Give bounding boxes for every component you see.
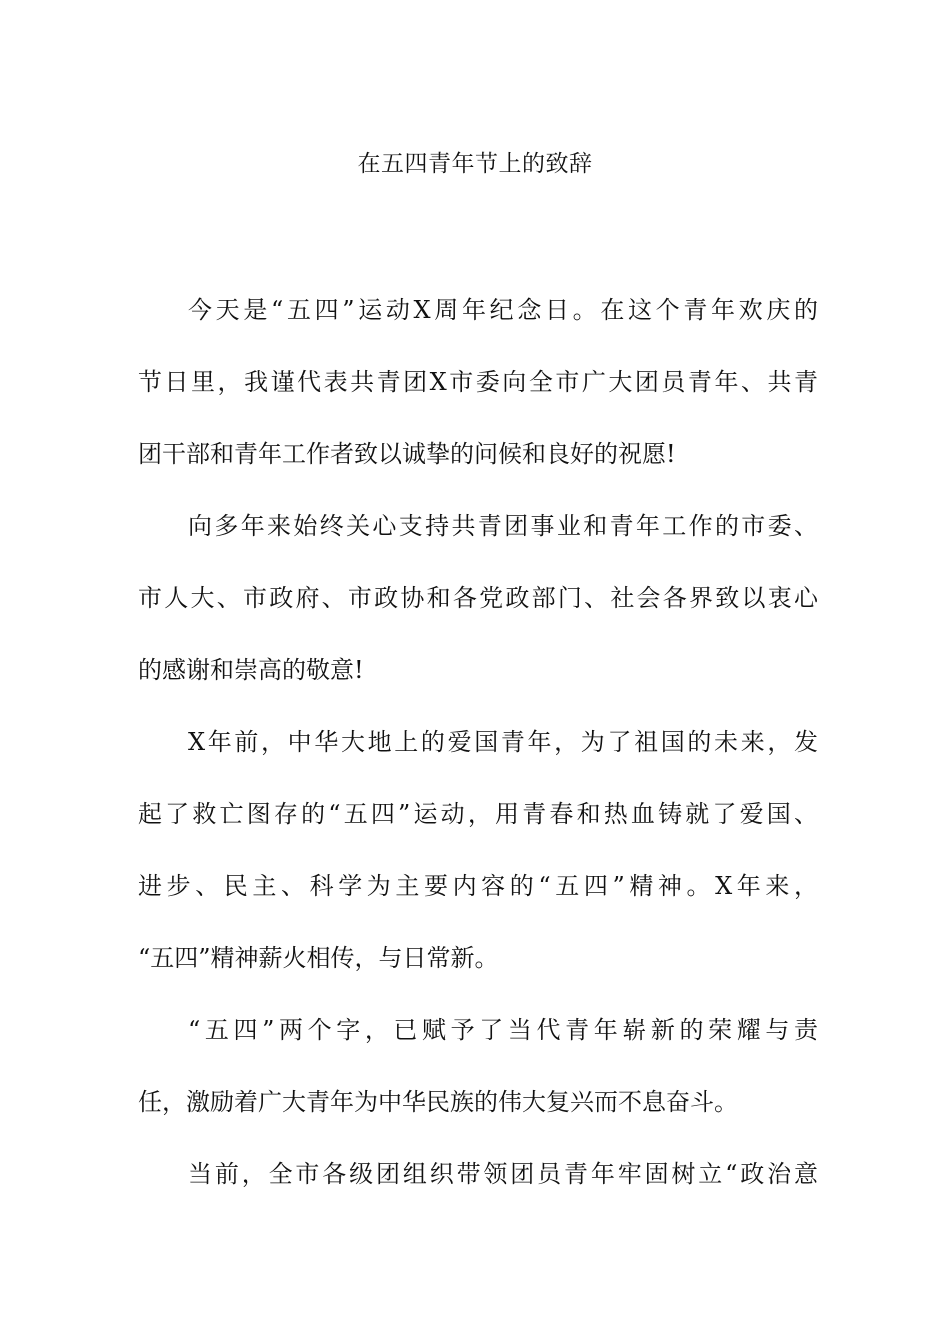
paragraph-3-line-1: X年前，中华大地上的爱国青年，为了祖国的未来，发 — [188, 728, 818, 756]
paragraph-1-line-3: 团干部和青年工作者致以诚挚的问候和良好的祝愿! — [138, 440, 676, 468]
document-body — [138, 274, 818, 1210]
paragraph-3-line-4: “五四”精神薪火相传，与日常新。 — [138, 944, 499, 972]
document-title: 在五四青年节上的致辞 — [357, 151, 593, 177]
paragraph-1-line-1: 今天是“五四”运动X周年纪念日。在这个青年欢庆的 — [188, 296, 818, 324]
paragraph-2-line-3: 的感谢和崇高的敬意! — [138, 656, 364, 684]
paragraph-4-line-2: 任，激励着广大青年为中华民族的伟大复兴而不息奋斗。 — [138, 1088, 738, 1116]
paragraph-5-line-1: 当前，全市各级团组织带领团员青年牢固树立“政治意 — [188, 1160, 818, 1188]
paragraph-3-line-3: 进步、民主、科学为主要内容的“五四”精神。X年来， — [138, 872, 818, 900]
paragraph-3-line-2: 起了救亡图存的“五四”运动，用青春和热血铸就了爱国、 — [138, 800, 818, 828]
paragraph-4-line-1: “五四”两个字，已赋予了当代青年崭新的荣耀与责 — [188, 1016, 818, 1044]
paragraph-2-line-2: 市人大、市政府、市政协和各党政部门、社会各界致以衷心 — [138, 584, 818, 612]
paragraph-1-line-2: 节日里，我谨代表共青团X市委向全市广大团员青年、共青 — [138, 368, 818, 396]
paragraph-2-line-1: 向多年来始终关心支持共青团事业和青年工作的市委、 — [188, 512, 818, 540]
